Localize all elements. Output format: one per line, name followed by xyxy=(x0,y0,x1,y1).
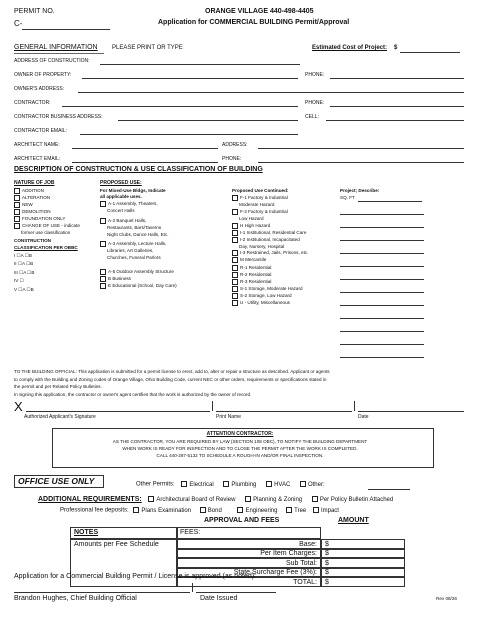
nature-item[interactable]: ADDITION xyxy=(14,188,80,195)
approval-heading: APPROVAL AND FEES xyxy=(204,517,280,524)
contractor-email-label: CONTRACTOR EMAIL: xyxy=(14,128,67,134)
footer-divider xyxy=(192,583,193,592)
checkbox-icon xyxy=(232,257,238,263)
checkbox-icon xyxy=(266,481,272,487)
checkbox-icon xyxy=(100,218,106,224)
checkbox-icon xyxy=(232,300,238,306)
proposed-item[interactable]: A-5 Outdoor Assembly Structure xyxy=(100,269,177,276)
continued-item: Moderate Hazard xyxy=(239,202,275,208)
fee-row-label: Sub Total: xyxy=(285,559,317,567)
architect-email-field[interactable] xyxy=(72,162,218,163)
architect-address-field[interactable] xyxy=(258,148,464,149)
permit-prefix: C- xyxy=(14,19,23,28)
opt-plumbing[interactable]: Plumbing xyxy=(223,482,256,488)
opt-bond[interactable]: Bond xyxy=(200,508,222,514)
official-name: Brandon Hughes, Chief Building Official xyxy=(14,595,137,602)
checkbox-icon xyxy=(223,481,229,487)
date-issued-label: Date Issued xyxy=(200,595,238,602)
checkbox-icon xyxy=(232,279,238,285)
checkbox-icon xyxy=(232,265,238,271)
project-describe-line[interactable] xyxy=(340,331,424,332)
checkbox-icon xyxy=(100,283,106,289)
continued-item[interactable]: I-1 Institutional, Residential Care xyxy=(232,230,308,237)
proposed-item[interactable]: B Business xyxy=(100,276,177,283)
proposed-item: Concert Halls xyxy=(107,208,135,214)
mixed-note-1: For Mixed-Use Bldgs, Indicate xyxy=(100,188,166,193)
nature-item[interactable]: DEMOLITION xyxy=(14,209,80,216)
owner-address-field[interactable] xyxy=(78,92,464,93)
project-describe-line[interactable] xyxy=(340,253,424,254)
class-row[interactable]: V ☐A ☐B xyxy=(14,286,34,292)
date-label: Date xyxy=(358,414,369,420)
contractor-business-address-label: CONTRACTOR BUSINESS ADDRESS: xyxy=(14,114,103,120)
project-describe-line[interactable] xyxy=(340,279,424,280)
proposed-item: Churches, Funeral Parlors xyxy=(107,255,161,261)
dollar-sign: $ xyxy=(325,540,329,548)
estimated-cost-field[interactable] xyxy=(400,52,460,53)
other-permit-field[interactable] xyxy=(368,489,410,490)
continued-item: Day, Nursery, Hospital xyxy=(239,243,285,249)
opt-arch-board[interactable]: Architectural Board of Review xyxy=(148,497,235,503)
checkbox-icon xyxy=(232,237,238,243)
estimated-cost-dollar: $ xyxy=(394,45,398,51)
continued-item[interactable]: I-2 Institutional, Incapacitated xyxy=(232,237,308,244)
continued-item[interactable]: F-2 Factory & Industrial xyxy=(232,209,308,216)
continued-item[interactable]: R-1 Residential xyxy=(232,265,308,272)
address-label: ADDRESS OF CONSTRUCTION: xyxy=(14,58,90,64)
checkbox-icon xyxy=(14,223,20,229)
owner-phone-field[interactable] xyxy=(330,78,464,79)
continued-item[interactable]: S-1 Storage, Moderate Hazard xyxy=(232,286,308,293)
checkbox-icon xyxy=(232,195,238,201)
continued-item[interactable]: I-3 Restrained, Jails, Prisons, etc. xyxy=(232,250,308,257)
fee-amount-field[interactable] xyxy=(321,568,405,578)
checkbox-icon xyxy=(14,202,20,208)
architect-email-label: ARCHITECT EMAIL: xyxy=(14,156,61,162)
opt-engineering[interactable]: Engineering xyxy=(237,508,277,514)
checkbox-icon xyxy=(100,276,106,282)
revision: Rev 08/26 xyxy=(436,596,457,601)
print-name-field[interactable] xyxy=(216,411,352,412)
checkbox-icon xyxy=(148,496,154,502)
checkbox-icon xyxy=(232,223,238,229)
owner-label: OWNER OF PROPERTY: xyxy=(14,72,72,78)
checkbox-icon xyxy=(237,507,243,513)
fee-deposits-row xyxy=(60,507,339,514)
continued-item[interactable]: R-3 Residential xyxy=(232,279,308,286)
project-describe-line[interactable] xyxy=(340,214,424,215)
nature-item: former use classification xyxy=(21,230,71,236)
contractor-email-field[interactable] xyxy=(80,134,298,135)
proposed-item[interactable]: A-2 Banquet Halls, xyxy=(100,218,177,225)
project-describe-line[interactable] xyxy=(340,357,424,358)
amount-heading: AMOUNT xyxy=(338,517,369,524)
opt-other[interactable]: Other: xyxy=(300,482,325,488)
proposed-list xyxy=(100,201,177,290)
fee-row-label: State Surcharge Fee (3%): xyxy=(233,569,317,577)
proposed-item[interactable]: A-1 Assembly, Theaters, xyxy=(100,201,177,208)
page-title: Application for COMMERCIAL BUILDING Permit/Approval xyxy=(158,19,350,26)
architect-name-field[interactable] xyxy=(72,148,218,149)
continued-heading: Proposed Use Continued: xyxy=(232,188,289,193)
fee-row-label: Per Item Charges: xyxy=(260,550,317,558)
fee-amount-field[interactable] xyxy=(321,549,405,559)
opt-planning[interactable]: Planning & Zoning xyxy=(245,497,302,503)
permit-number-field[interactable] xyxy=(22,29,110,30)
signature-x: X xyxy=(14,399,23,414)
continued-item: Low Hazard xyxy=(239,215,264,221)
architect-phone-field[interactable] xyxy=(258,162,464,163)
other-permits-label: Other Permits: xyxy=(136,481,175,488)
project-describe-line[interactable] xyxy=(340,305,424,306)
checkbox-icon xyxy=(181,481,187,487)
divider xyxy=(14,53,104,54)
attention-line-3: CALL 440-287-5132 TO SCHEDULE A ROUGH-IN AND/OR FINAL INSPECTION. xyxy=(156,453,324,458)
class-row[interactable]: III ☐A ☐B xyxy=(14,269,35,275)
office-use-label: OFFICE USE ONLY xyxy=(18,476,95,486)
fee-label-cell xyxy=(177,539,321,549)
checkbox-icon xyxy=(245,496,251,502)
continued-item[interactable]: H High Hazard xyxy=(232,223,308,230)
proposed-item: Night Clubs, Dance Halls, Etc. xyxy=(107,231,169,237)
project-describe-line[interactable] xyxy=(340,292,424,293)
other-permits-row xyxy=(136,481,325,488)
dollar-sign: $ xyxy=(325,550,329,558)
architect-address-label: ADDRESS: xyxy=(222,142,248,148)
construction-heading: CONSTRUCTION xyxy=(14,238,52,243)
checkbox-icon xyxy=(232,293,238,299)
contractor-phone-label: PHONE: xyxy=(305,100,325,106)
continued-item[interactable]: F-1 Factory & Industrial xyxy=(232,195,308,202)
additional-label: ADDITIONAL REQUIREMENTS: xyxy=(38,496,142,503)
continued-item[interactable]: M Mercantile xyxy=(232,257,308,264)
checkbox-icon xyxy=(14,188,20,194)
checkbox-icon xyxy=(14,209,20,215)
note-line-1: TO THE BUILDING OFFICIAL: This application is submitted for a permit license to erect, add to, alter or repair a structure as described. Applicant or agents xyxy=(14,369,330,374)
dollar-sign: $ xyxy=(325,569,329,577)
date-field[interactable] xyxy=(358,411,464,412)
amounts-label: Amounts per Fee Schedule xyxy=(74,541,159,548)
opt-impact[interactable]: Impact xyxy=(313,508,339,514)
class-row[interactable]: II ☐A ☐B xyxy=(14,261,34,267)
opt-tree[interactable]: Tree xyxy=(286,508,306,514)
attention-line-2: WHEN WORK IS READY FOR INSPECTION AND TO CLOSE THE PERMIT AFTER THE WORK IS COMPLETED. xyxy=(122,446,358,451)
project-describe-line[interactable] xyxy=(340,227,424,228)
owner-phone-label: PHONE: xyxy=(305,72,325,78)
fee-deposits-label: Professional fee deposits: xyxy=(60,507,129,514)
architect-name-label: ARCHITECT NAME: xyxy=(14,142,60,148)
checkbox-icon xyxy=(232,209,238,215)
checkbox-icon xyxy=(14,216,20,222)
project-describe-line[interactable] xyxy=(340,344,424,345)
attention-heading: ATTENTION CONTRACTOR: xyxy=(206,431,274,437)
attention-line-1: AS THE CONTRACTOR, YOU ARE REQUIRED BY LAW (SECTION 108 OBC), TO NOTIFY THE BUILDING DEPARTMENT xyxy=(112,439,368,444)
permit-no-label: PERMIT NO. xyxy=(14,8,55,15)
checkbox-icon xyxy=(232,250,238,256)
additional-row xyxy=(38,496,393,503)
official-signature-field[interactable] xyxy=(14,592,190,593)
checkbox-icon xyxy=(100,241,106,247)
dollar-sign: $ xyxy=(325,559,329,567)
checkbox-icon xyxy=(313,507,319,513)
nature-item[interactable]: NEW xyxy=(14,202,80,209)
dollar-sign: $ xyxy=(325,578,329,586)
fees-label: FEES: xyxy=(180,529,201,536)
continued-item[interactable]: R-2 Residential xyxy=(232,272,308,279)
note-line-2: to comply with the Building and Zoning codes of Orange Village, Ohio Building Code, current NEC or other orders, requirements or specifications stated in xyxy=(14,376,327,382)
checkbox-icon xyxy=(200,507,206,513)
description-heading: DESCRIPTION OF CONSTRUCTION & USE CLASSIFICATION OF BUILDING xyxy=(14,166,263,173)
checkbox-icon xyxy=(100,269,106,275)
fee-row-label: TOTAL: xyxy=(293,578,317,586)
checkbox-icon xyxy=(14,195,20,201)
opt-electrical[interactable]: Electrical xyxy=(181,482,213,488)
project-heading: Project; Describe: xyxy=(340,188,380,193)
proposed-item[interactable]: E Educational (School, Day Care) xyxy=(100,283,177,290)
cell-label: CELL: xyxy=(305,114,319,120)
fee-label-cell xyxy=(177,549,321,559)
nature-list xyxy=(14,188,80,237)
class-row[interactable]: IV ☐ xyxy=(14,278,24,284)
official-note xyxy=(14,368,330,398)
proposed-heading: PROPOSED USE: xyxy=(100,180,142,186)
fee-amount-field[interactable] xyxy=(321,539,405,549)
note-line-4: In signing this application, the contractor or owner's agent certifies that the work is authorized by the owner of record. xyxy=(14,391,252,397)
date-divider xyxy=(354,401,355,411)
fee-label-cell xyxy=(177,558,321,568)
opt-hvac[interactable]: HVAC xyxy=(266,482,290,488)
project-describe-line[interactable] xyxy=(358,201,422,202)
owner-address-label: OWNER'S ADDRESS: xyxy=(14,86,65,92)
continued-item[interactable]: U - Utility, Miscellaneous xyxy=(232,300,308,307)
date-issued-field[interactable] xyxy=(196,592,276,593)
proposed-item: Restaurants, Bars/Taverns xyxy=(107,224,162,230)
project-describe-line[interactable] xyxy=(340,240,424,241)
nature-item[interactable]: ALTERATION xyxy=(14,195,80,202)
continued-item[interactable]: S-2 Storage, Low Hazard xyxy=(232,293,308,300)
continued-list xyxy=(232,195,308,307)
fee-amount-field[interactable] xyxy=(321,577,405,587)
contractor-field[interactable] xyxy=(62,106,298,107)
checkbox-icon xyxy=(300,481,306,487)
opt-plans[interactable]: Plans Examination xyxy=(133,508,191,514)
estimated-cost-label: Estimated Cost of Project: xyxy=(312,45,388,51)
nature-heading: NATURE OF JOB xyxy=(14,180,55,186)
print-name-label: Print Name xyxy=(216,414,242,420)
project-describe-line[interactable] xyxy=(340,318,424,319)
contractor-business-address-field[interactable] xyxy=(118,120,298,121)
fee-amount-field[interactable] xyxy=(321,558,405,568)
signature-label: Authorized Applicant's Signature xyxy=(24,414,96,420)
opt-policy[interactable]: Per Policy Bulletin Attached xyxy=(312,497,393,503)
architect-phone-label: PHONE: xyxy=(222,156,242,162)
proposed-item: Libraries, Art Galleries, xyxy=(107,248,154,254)
proposed-item[interactable]: A-3 Assembly, Lecture Halls, xyxy=(100,241,177,248)
owner-field[interactable] xyxy=(82,78,298,79)
checkbox-icon xyxy=(232,272,238,278)
project-describe-line[interactable] xyxy=(340,266,424,267)
general-info-heading: GENERAL INFORMATION xyxy=(14,44,98,51)
fee-row-label: Base: xyxy=(299,540,317,548)
note-line-3: the permit and per Related Policy Bulletins. xyxy=(14,384,102,389)
sqft-label: SQ. FT xyxy=(340,195,355,200)
sig-divider xyxy=(212,401,213,411)
class-list xyxy=(14,252,35,294)
notes-label: NOTES xyxy=(74,529,99,536)
contractor-phone-field[interactable] xyxy=(330,106,464,107)
checkbox-icon xyxy=(286,507,292,513)
construction-sub: CLASSIFICATION PER OBBC xyxy=(14,245,78,250)
mixed-note-2: all applicable uses. xyxy=(100,194,142,199)
class-row[interactable]: I ☐A ☐B xyxy=(14,253,32,258)
checkbox-icon xyxy=(232,230,238,236)
print-instruction: PLEASE PRINT OR TYPE xyxy=(112,45,183,51)
checkbox-icon xyxy=(312,496,318,502)
checkbox-icon xyxy=(133,507,139,513)
address-field[interactable] xyxy=(100,64,300,65)
approval-line: Application for a Commercial Building Permit / License is approved (as noted): xyxy=(14,573,257,580)
cell-field[interactable] xyxy=(326,120,464,121)
signature-field[interactable] xyxy=(26,411,210,412)
nature-item[interactable]: FOUNDATION ONLY xyxy=(14,216,80,223)
spacer xyxy=(100,262,177,269)
checkbox-icon xyxy=(232,286,238,292)
nature-item[interactable]: CHANGE OF USE - indicate xyxy=(14,223,80,230)
org-line: ORANGE VILLAGE 440-498-4405 xyxy=(205,8,314,15)
checkbox-icon xyxy=(100,201,106,207)
contractor-label: CONTRACTOR: xyxy=(14,100,51,106)
